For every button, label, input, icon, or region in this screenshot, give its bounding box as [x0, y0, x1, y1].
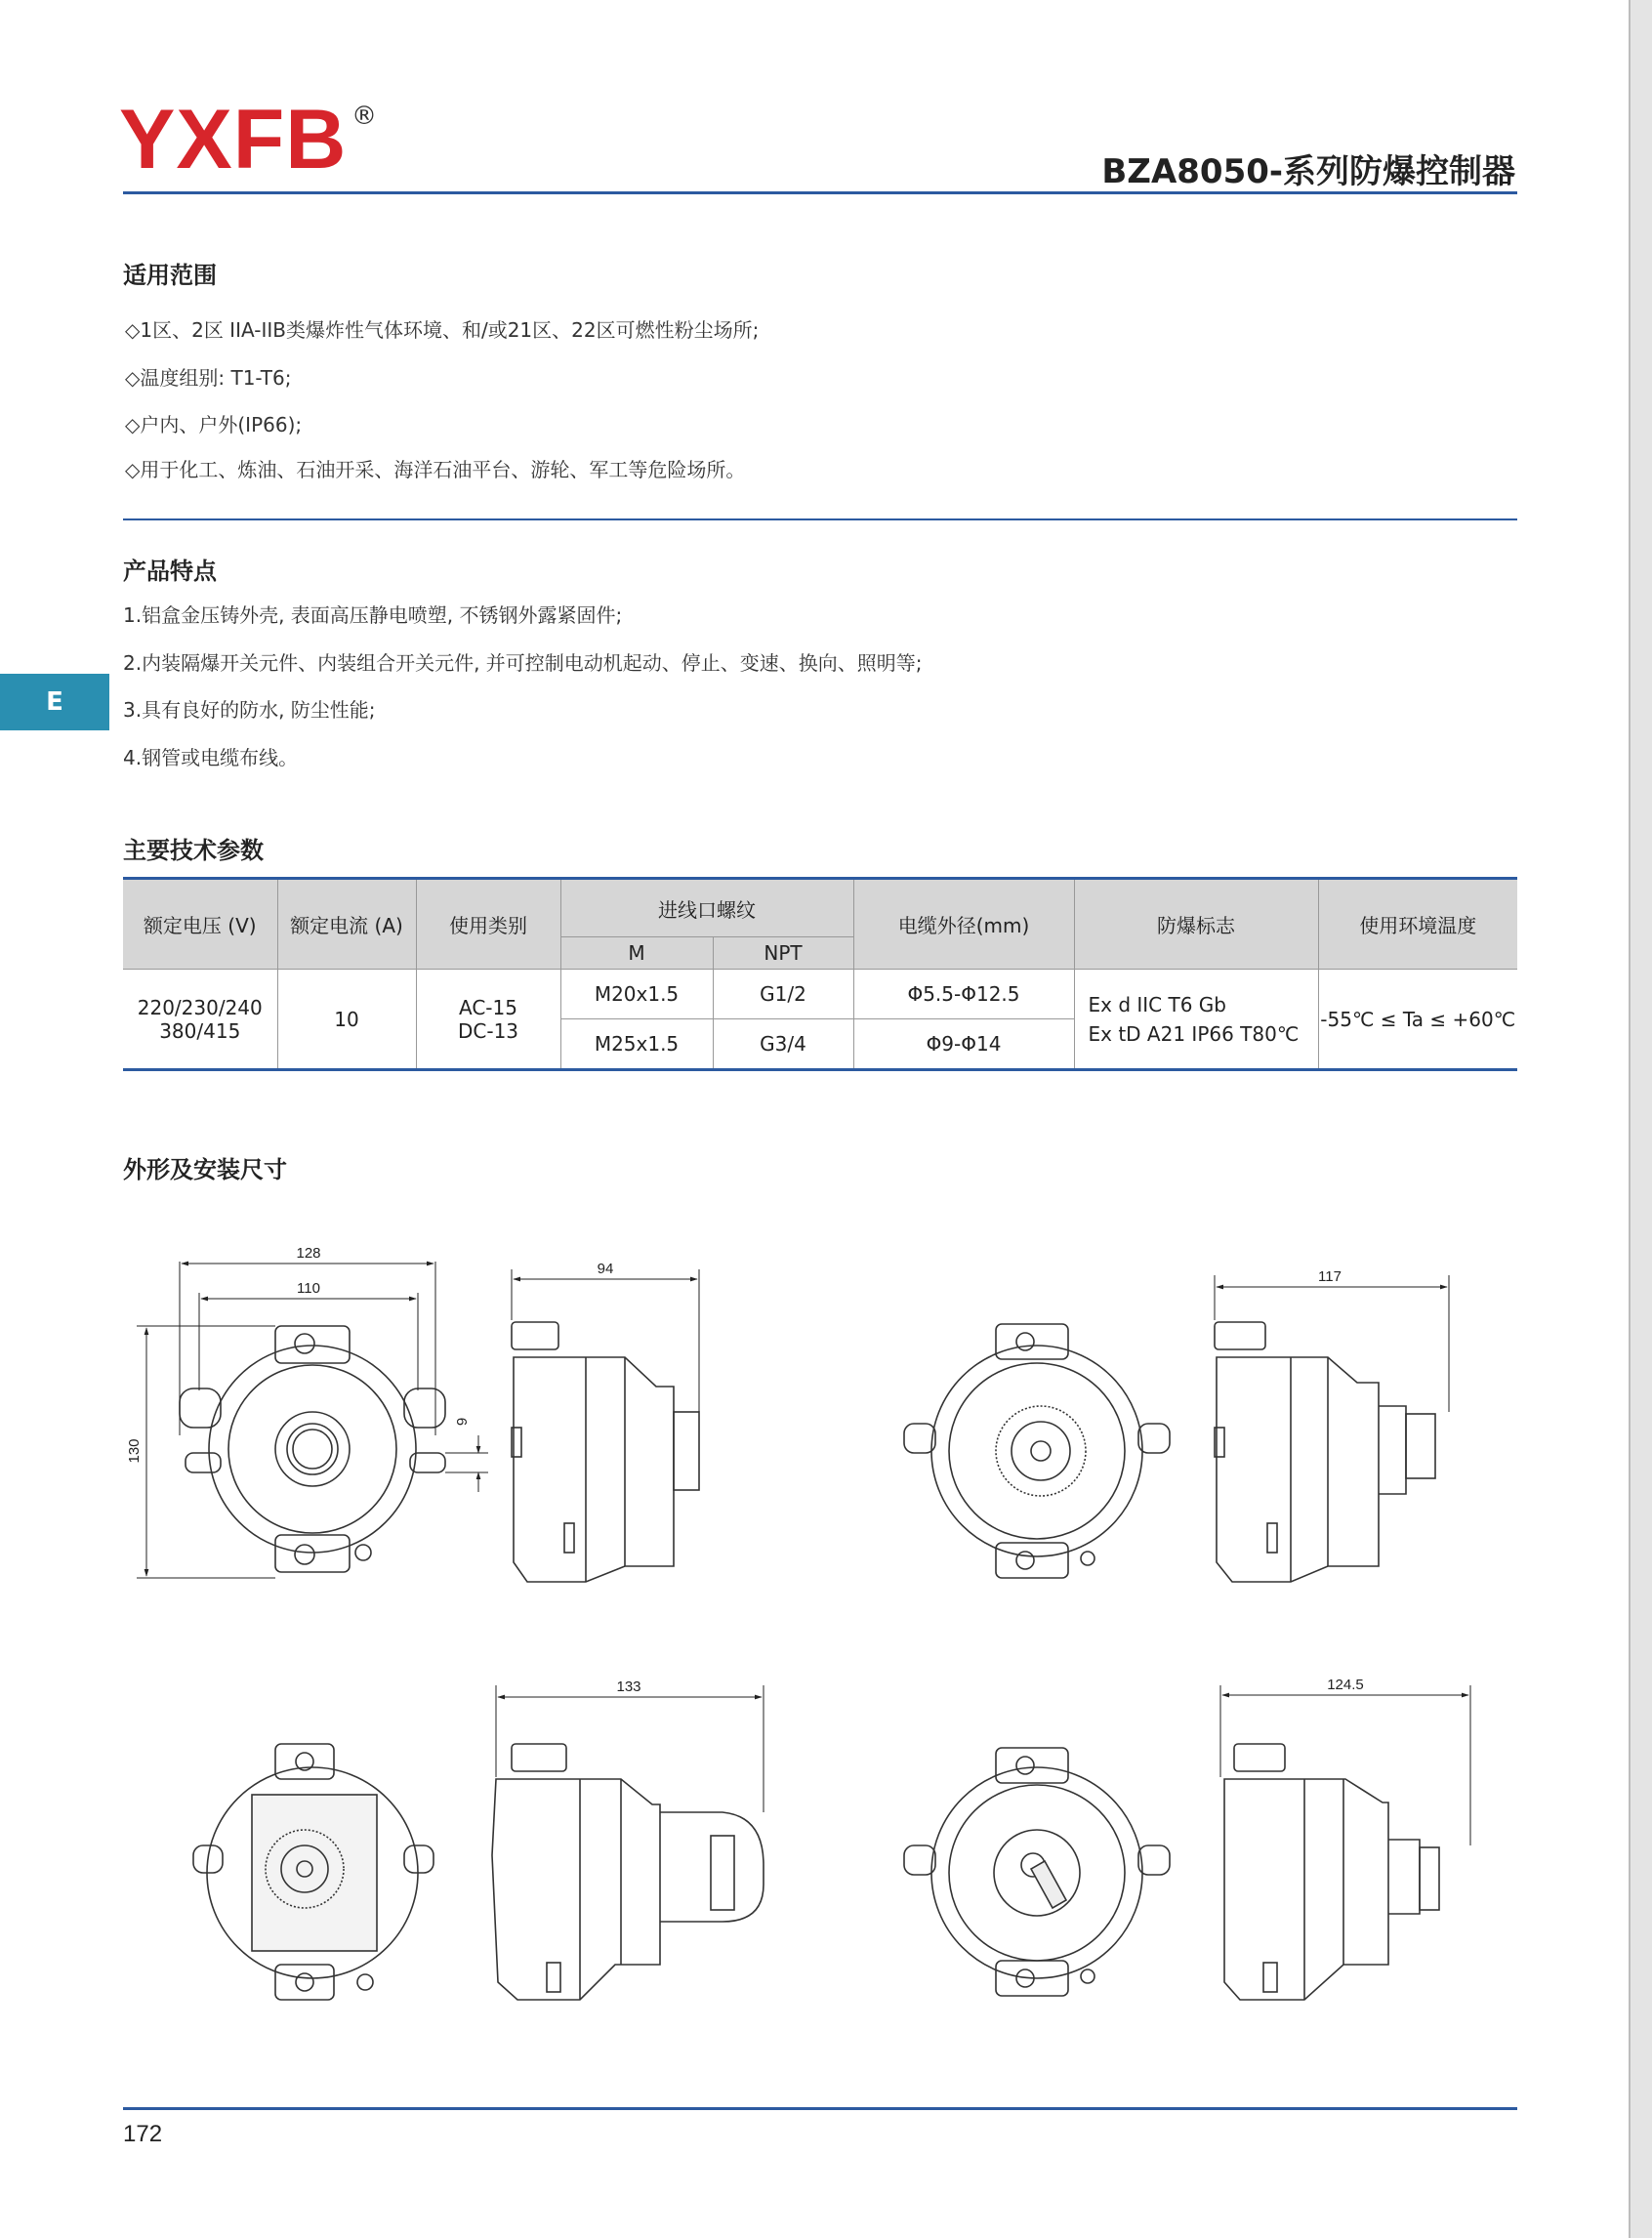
- cell-thread-m: M25x1.5: [560, 1019, 713, 1070]
- side-view-3: [492, 1744, 764, 2000]
- page-number: 172: [123, 2121, 163, 2147]
- col-category: 使用类别: [416, 879, 560, 970]
- cell-temp: -55℃ ≤ Ta ≤ +60℃: [1318, 970, 1517, 1070]
- side-view-4: [1224, 1744, 1439, 2000]
- feature-item: 1.铝盒金压铸外壳, 表面高压静电喷塑, 不锈钢外露紧固件;: [123, 603, 623, 627]
- dim-128: 128: [296, 1245, 321, 1262]
- side-view-2: [1215, 1322, 1435, 1582]
- front-view-4: [904, 1748, 1170, 1996]
- drawings-heading: 外形及安装尺寸: [123, 1156, 287, 1183]
- page-title: BZA8050-系列防爆控制器: [1101, 152, 1515, 191]
- cell-cable: Φ5.5-Φ12.5: [853, 970, 1074, 1019]
- side-view-1: [512, 1322, 699, 1582]
- footer-rule: [123, 2107, 1517, 2110]
- cell-voltage: 220/230/240 380/415: [123, 970, 277, 1070]
- feature-item: 2.内装隔爆开关元件、内装组合开关元件, 并可控制电动机起动、停止、变速、换向、照明等;: [123, 651, 923, 675]
- col-temp: 使用环境温度: [1318, 879, 1517, 970]
- col-thread-m: M: [560, 937, 713, 970]
- col-thread-npt: NPT: [713, 937, 853, 970]
- registered-mark: ®: [351, 102, 377, 131]
- feature-item: 3.具有良好的防水, 防尘性能;: [123, 698, 376, 722]
- dim-117: 117: [1318, 1268, 1342, 1285]
- col-thread: 进线口螺纹: [560, 879, 853, 937]
- front-view-1: [180, 1326, 445, 1572]
- scope-heading: 适用范围: [123, 262, 217, 289]
- col-cable: 电缆外径(mm): [853, 879, 1074, 970]
- scope-item: ◇户内、户外(IP66);: [125, 413, 303, 436]
- dim-124-5: 124.5: [1327, 1677, 1364, 1693]
- cell-thread-npt: G3/4: [713, 1019, 853, 1070]
- scope-item: ◇1区、2区 IIA-IIB类爆炸性气体环境、和/或21区、22区可燃性粉尘场所;: [125, 318, 760, 342]
- col-current: 额定电流 (A): [277, 879, 416, 970]
- front-view-3: [193, 1744, 434, 2000]
- cell-current: 10: [277, 970, 416, 1070]
- col-ex-mark: 防爆标志: [1074, 879, 1318, 970]
- feature-item: 4.钢管或电缆布线。: [123, 746, 299, 769]
- scope-item: ◇用于化工、炼油、石油开采、海洋石油平台、游轮、军工等危险场所。: [125, 458, 746, 481]
- dim-9: 9: [454, 1417, 471, 1427]
- cell-category: AC-15 DC-13: [416, 970, 560, 1070]
- dim-110: 110: [297, 1280, 320, 1297]
- features-heading: 产品特点: [123, 558, 217, 585]
- front-view-2: [904, 1324, 1170, 1578]
- cell-thread-npt: G1/2: [713, 970, 853, 1019]
- specs-heading: 主要技术参数: [123, 837, 264, 864]
- cell-ex-mark: Ex d IIC T6 Gb Ex tD A21 IP66 T80℃: [1074, 970, 1318, 1070]
- section-tab[interactable]: E: [0, 674, 109, 730]
- dim-133: 133: [616, 1678, 641, 1695]
- brand-logo: YXFB: [119, 93, 348, 186]
- cell-thread-m: M20x1.5: [560, 970, 713, 1019]
- dim-130: 130: [126, 1438, 143, 1464]
- cell-cable: Φ9-Φ14: [853, 1019, 1074, 1070]
- col-voltage: 额定电压 (V): [123, 879, 277, 970]
- scope-item: ◇温度组别: T1-T6;: [125, 366, 292, 390]
- dim-94: 94: [597, 1261, 614, 1277]
